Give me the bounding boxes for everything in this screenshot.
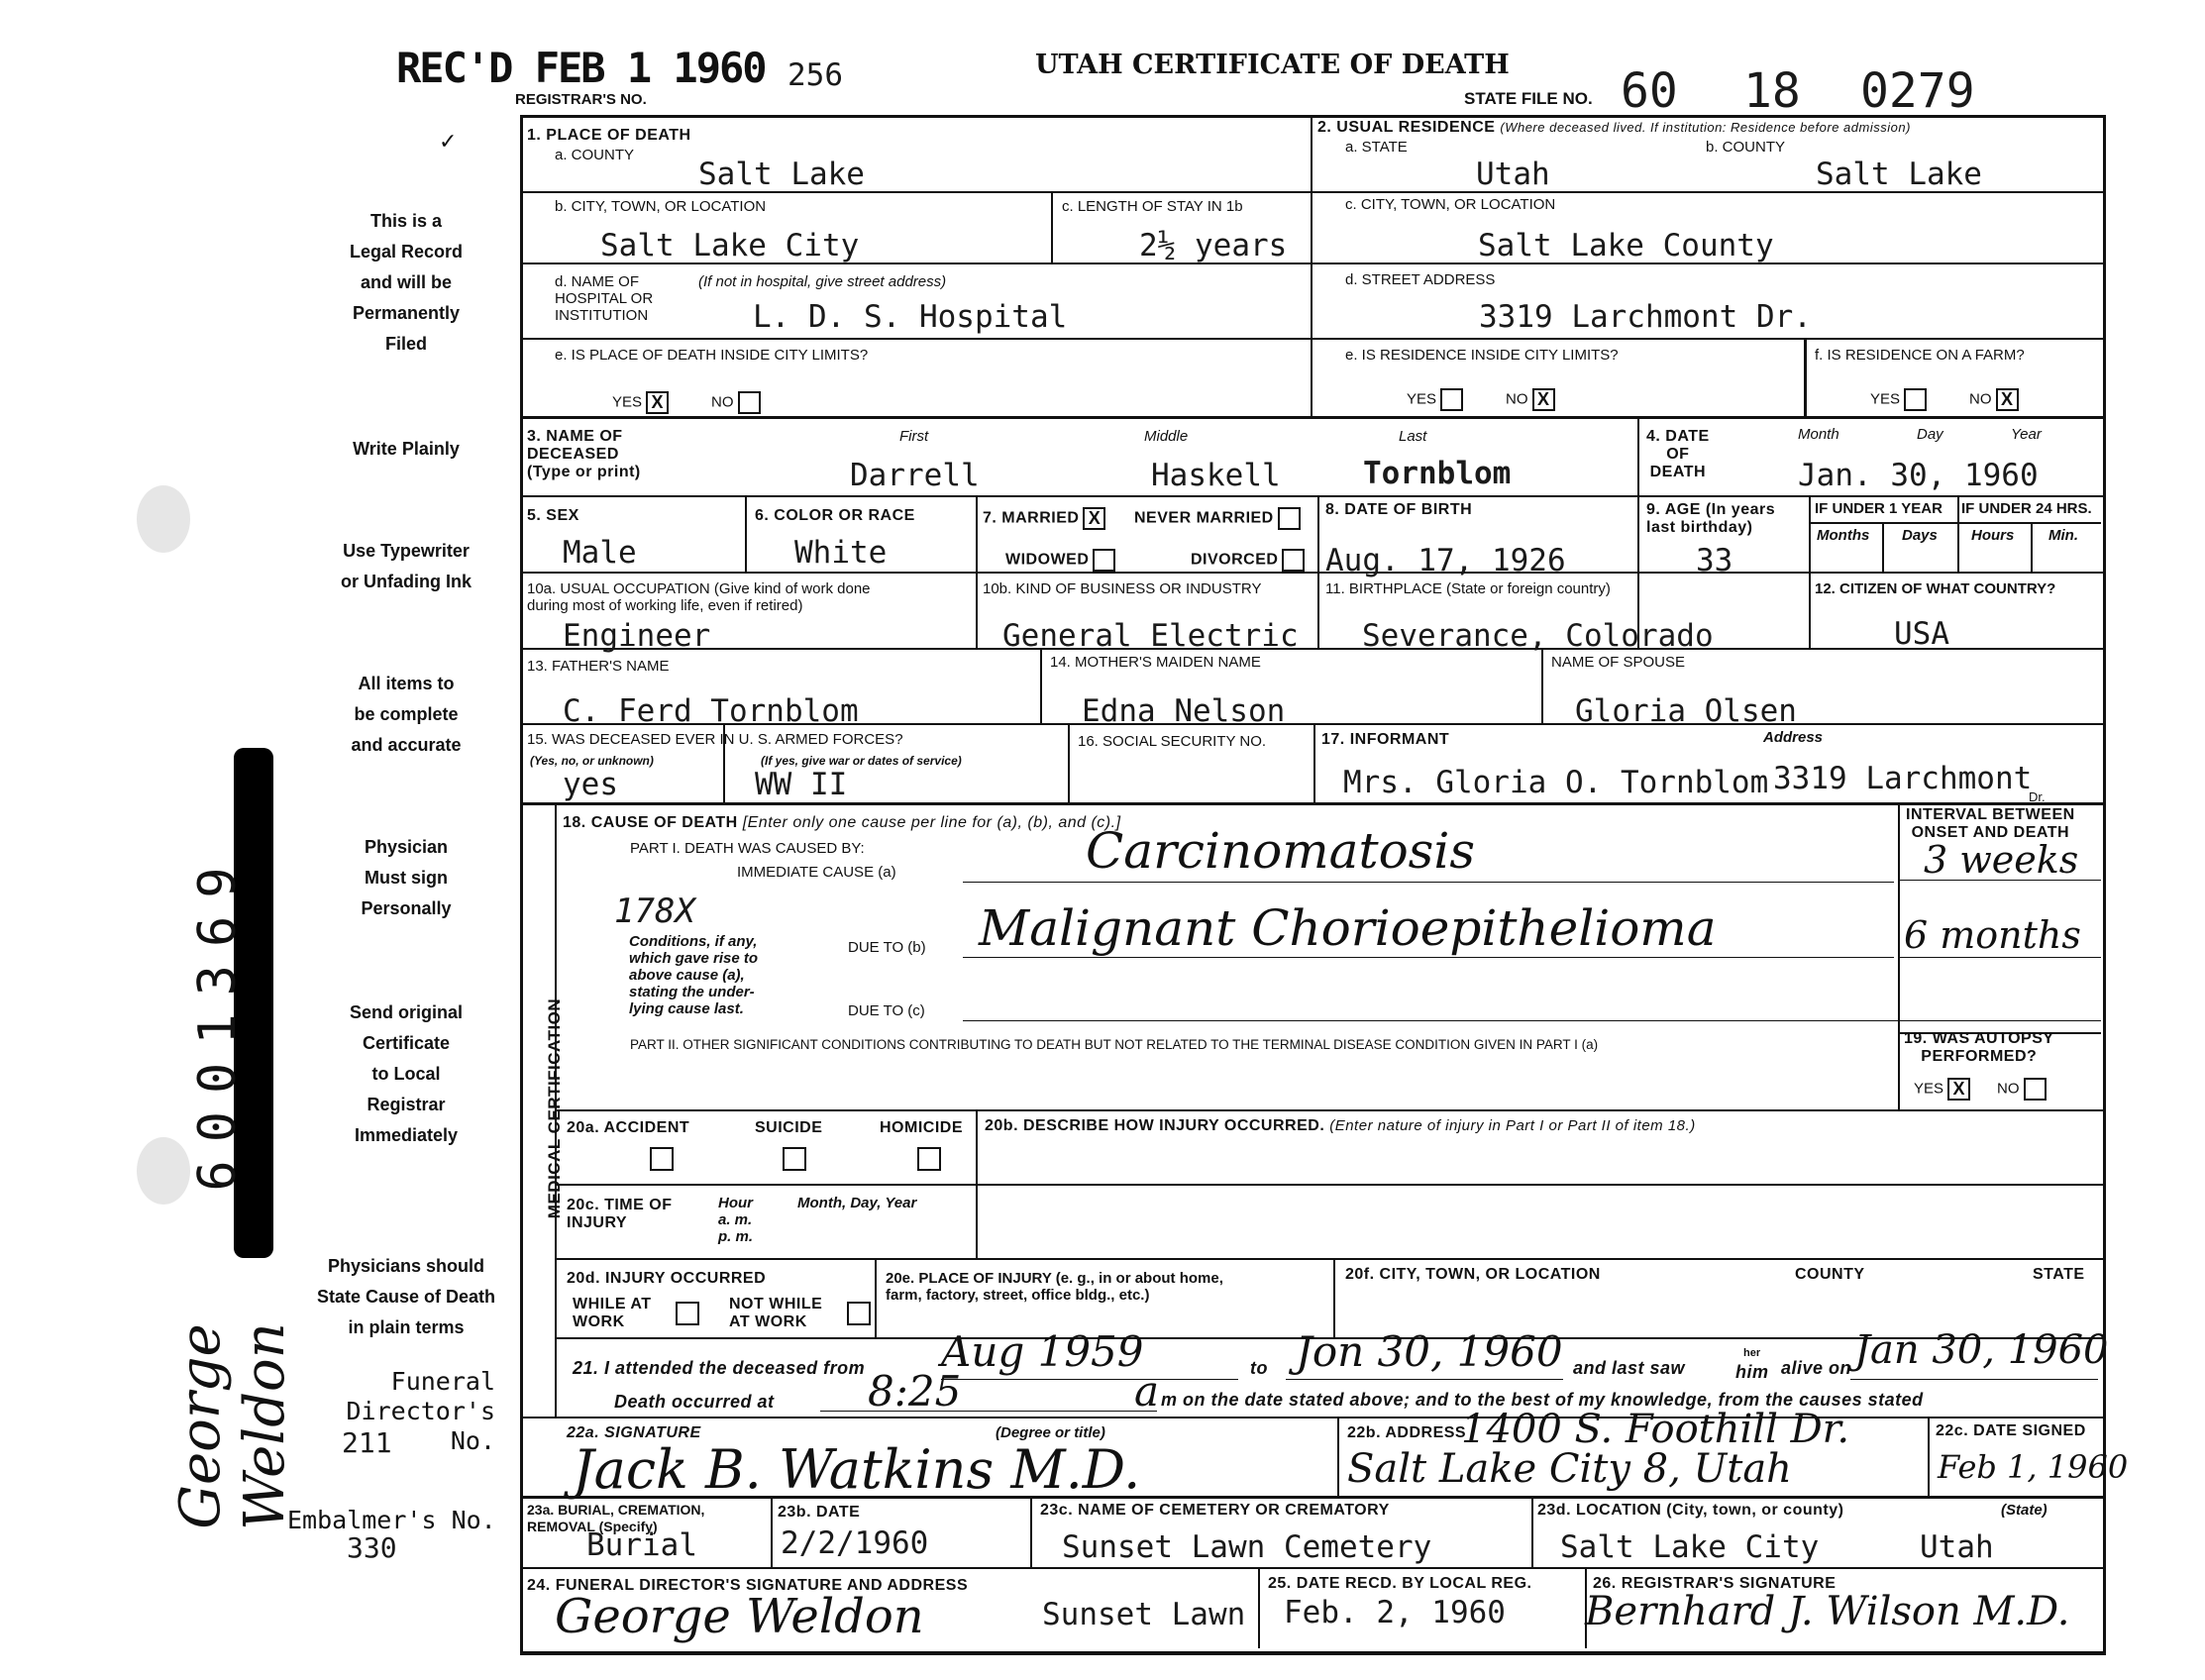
death-occurred-label: Death occurred at	[614, 1392, 775, 1412]
title-main: CERTIFICATE OF DEATH	[1132, 50, 1510, 80]
divorced-box	[1282, 549, 1305, 572]
residence-inside-yes[interactable]: YES	[1407, 388, 1463, 411]
farm-label: f. IS RESIDENCE ON A FARM?	[1815, 347, 2025, 364]
sidebar-cause: Physicians should State Cause of Death in plain terms	[316, 1256, 496, 1337]
dod-year-label: Year	[2011, 426, 2042, 443]
autopsy-no-box	[2024, 1078, 2047, 1101]
death-occurred-tail: m on the date stated above; and to the best of my knowledge, from the causes stated	[1161, 1390, 1924, 1410]
physician-address-line1: 1400 S. Foothill Dr.	[1461, 1407, 1850, 1452]
burial-location-city: Salt Lake City	[1560, 1529, 1820, 1565]
race-label: 6. COLOR OR RACE	[755, 507, 915, 524]
residence-county-label: b. COUNTY	[1706, 139, 1786, 156]
disease-code: 178X	[614, 892, 695, 931]
deceased-name-label: 3. NAME OF DECEASED (Type or print)	[527, 428, 641, 480]
death-inside-yes-box: X	[646, 391, 669, 414]
married-box: X	[1083, 507, 1105, 530]
registrar-no-label: REGISTRAR'S NO.	[515, 91, 647, 108]
spouse-name: Gloria Olsen	[1575, 693, 1797, 729]
suicide-label: SUICIDE	[755, 1119, 823, 1136]
autopsy-yes[interactable]: YES X	[1914, 1078, 1970, 1101]
armed-sub-war: (If yes, give war or dates of service)	[761, 754, 962, 768]
date-of-birth: Aug. 17, 1926	[1325, 543, 1566, 578]
farm-no-box: X	[1996, 388, 2019, 411]
under-24-hrs-label: IF UNDER 24 HRS.	[1961, 500, 2092, 517]
first-name-label: First	[899, 428, 929, 445]
citizen: USA	[1894, 616, 1949, 652]
sex: Male	[563, 535, 637, 571]
death-inside-limits-label: e. IS PLACE OF DEATH INSIDE CITY LIMITS?	[555, 347, 869, 364]
informant-name: Mrs. Gloria O. Tornblom	[1343, 765, 1769, 800]
never-married-box	[1278, 507, 1301, 530]
suicide-box[interactable]	[783, 1147, 806, 1171]
physician-address-line2: Salt Lake City 8, Utah	[1347, 1446, 1792, 1492]
funeral-director-signature-label: 24. FUNERAL DIRECTOR'S SIGNATURE AND ADDRESS	[527, 1577, 969, 1594]
residence-city: Salt Lake County	[1478, 228, 1774, 263]
immediate-cause-label: IMMEDIATE CAUSE (a)	[737, 864, 896, 881]
burial-location-state: Utah	[1920, 1529, 1994, 1565]
age-label: 9. AGE (In years last birthday)	[1646, 501, 1776, 536]
due-to-c-label: DUE TO (c)	[848, 1002, 925, 1019]
last-name: Tornblom	[1363, 456, 1512, 491]
interval-a: 3 weeks	[1924, 838, 2079, 882]
autopsy-no[interactable]: NO	[1997, 1078, 2047, 1101]
death-county-label: a. COUNTY	[555, 147, 635, 163]
citizen-label: 12. CITIZEN OF WHAT COUNTRY?	[1815, 580, 2056, 597]
not-while-at-work-box[interactable]	[847, 1302, 871, 1325]
sidebar-send-original: Send original Certificate to Local Registrar Immediately	[349, 1002, 463, 1145]
dod-day-label: Day	[1917, 426, 1943, 443]
armed-forces: yes	[563, 767, 618, 802]
interval-label: INTERVAL BETWEEN ONSET AND DEATH	[1906, 806, 2075, 841]
hour-label: Hour a. m. p. m.	[718, 1195, 754, 1245]
residence-inside-no-box: X	[1532, 388, 1555, 411]
date-recd-label: 25. DATE RECD. BY LOCAL REG.	[1268, 1575, 1532, 1592]
occupation: Engineer	[563, 618, 711, 654]
birthplace-label: 11. BIRTHPLACE (State or foreign country)	[1325, 580, 1611, 597]
attended-label: 21. I attended the deceased from	[573, 1358, 866, 1378]
date-recd: Feb. 2, 1960	[1284, 1595, 1506, 1630]
time-of-injury-label: 20c. TIME OF INJURY	[567, 1197, 673, 1231]
alive-on-label: alive on	[1781, 1358, 1852, 1378]
burial-type-label: 23a. BURIAL, CREMATION, REMOVAL (Specify)	[527, 1502, 705, 1534]
informant-address: 3319 Larchmont	[1773, 761, 2033, 796]
last-name-label: Last	[1399, 428, 1427, 445]
date-signed-label: 22c. DATE SIGNED	[1936, 1422, 2086, 1439]
injury-state-label: STATE	[2033, 1266, 2085, 1283]
homicide-label: HOMICIDE	[880, 1119, 963, 1136]
accident-box[interactable]	[650, 1147, 674, 1171]
sex-label: 5. SEX	[527, 507, 579, 524]
sidebar-typewriter: Use Typewriter or Unfading Ink	[341, 541, 472, 591]
usual-residence-label: 2. USUAL RESIDENCE (Where deceased lived. If institution: Residence before admission)	[1317, 119, 1911, 136]
business: General Electric	[1002, 618, 1299, 654]
sidebar-complete: All items to be complete and accurate	[351, 674, 462, 755]
injury-how-label: 20b. DESCRIBE HOW INJURY OCCURRED. (Enter nature of injury in Part I or Part II of item 18.)	[985, 1117, 1696, 1134]
never-married-label[interactable]: NEVER MARRIED	[1134, 507, 1301, 530]
punch-hole-top	[137, 485, 190, 553]
days-label: Days	[1902, 527, 1938, 544]
widowed-label[interactable]: WIDOWED	[1005, 549, 1115, 572]
registrar-no: 256	[788, 57, 843, 93]
burial-location-label: 23d. LOCATION (City, town, or county)	[1537, 1502, 1844, 1519]
state-file-label: STATE FILE NO.	[1464, 89, 1593, 108]
farm-no[interactable]: NO X	[1969, 388, 2019, 411]
street-address-label: d. STREET ADDRESS	[1345, 271, 1496, 288]
months-label: Months	[1817, 527, 1870, 544]
residence-inside-limits-label: e. IS RESIDENCE INSIDE CITY LIMITS?	[1345, 347, 1619, 364]
embalmer-no: 330	[347, 1531, 397, 1564]
residence-state-label: a. STATE	[1345, 139, 1408, 156]
last-saw-label: and last saw	[1573, 1358, 1686, 1378]
accident-label: 20a. ACCIDENT	[567, 1119, 690, 1136]
married-label[interactable]: 7. MARRIED X	[983, 507, 1105, 530]
dod-month-label: Month	[1798, 426, 1839, 443]
residence-county: Salt Lake	[1816, 157, 1982, 192]
min-label: Min.	[2048, 527, 2078, 544]
cemetery-label: 23c. NAME OF CEMETERY OR CREMATORY	[1040, 1502, 1390, 1519]
hospital-label: d. NAME OF HOSPITAL OR INSTITUTION	[555, 273, 654, 324]
death-time: 8:25	[868, 1367, 962, 1416]
death-inside-yes[interactable]: YES X	[612, 391, 669, 414]
registrar-signature: Bernhard J. Wilson M.D.	[1585, 1589, 2070, 1634]
business-label: 10b. KIND OF BUSINESS OR INDUSTRY	[983, 580, 1262, 597]
birthplace: Severance, Colorado	[1362, 618, 1714, 654]
signature-label: 22a. SIGNATURE	[567, 1424, 701, 1441]
funeral-director-no: 211	[342, 1426, 392, 1459]
middle-name: Haskell	[1151, 458, 1281, 493]
part1-label: PART I. DEATH WAS CAUSED BY:	[630, 840, 865, 857]
cemetery-name: Sunset Lawn Cemetery	[1062, 1529, 1432, 1565]
attended-to: Jon 30, 1960	[1296, 1327, 1563, 1376]
residence-city-label: c. CITY, TOWN, OR LOCATION	[1345, 196, 1556, 213]
informant-address-label: Address	[1763, 729, 1824, 746]
armed-forces-label: 15. WAS DECEASED EVER IN U. S. ARMED FORCES?	[527, 731, 903, 748]
farm-yes[interactable]: YES	[1870, 388, 1927, 411]
funeral-director-signature: George Weldon	[555, 1589, 924, 1644]
residence-inside-yes-box	[1440, 388, 1463, 411]
physician-address-label: 22b. ADDRESS	[1347, 1424, 1467, 1441]
date-of-death: Jan. 30, 1960	[1798, 458, 2039, 493]
informant-label: 17. INFORMANT	[1321, 731, 1450, 748]
informant-address-suffix: Dr.	[2029, 789, 2046, 804]
farm-yes-box	[1904, 388, 1927, 411]
street-address: 3319 Larchmont Dr.	[1479, 299, 1812, 335]
alive-on-date: Jan 30, 1960	[1854, 1327, 2109, 1373]
homicide-box[interactable]	[917, 1147, 941, 1171]
state-file-a: 60	[1621, 63, 1678, 119]
date-signed: Feb 1, 1960	[1938, 1448, 2129, 1486]
him-label: him	[1735, 1362, 1769, 1382]
under-1-year-label: IF UNDER 1 YEAR	[1815, 500, 1942, 517]
state-file-b: 18	[1743, 63, 1801, 119]
age: 33	[1696, 543, 1733, 578]
certificate-title	[1035, 50, 1510, 80]
due-to-b-label: DUE TO (b)	[848, 939, 926, 956]
ssn-label: 16. SOCIAL SECURITY NO.	[1078, 733, 1267, 750]
vertical-signature: George Weldon	[168, 1322, 297, 1530]
divorced-label[interactable]: DIVORCED	[1191, 549, 1305, 572]
due-to-b: Malignant Chorioepithelioma	[979, 899, 1717, 957]
hours-label: Hours	[1971, 527, 2015, 544]
mother-label: 14. MOTHER'S MAIDEN NAME	[1050, 654, 1261, 671]
father-label: 13. FATHER'S NAME	[527, 658, 670, 675]
burial-state-label: (State)	[2001, 1502, 2048, 1519]
while-at-work-box[interactable]	[676, 1302, 699, 1325]
race: White	[794, 535, 888, 571]
registrar-signature-label: 26. REGISTRAR'S SIGNATURE	[1593, 1575, 1837, 1592]
hospital-name: L. D. S. Hospital	[753, 299, 1068, 335]
spouse-label: NAME OF SPOUSE	[1551, 654, 1686, 671]
death-inside-no-box	[738, 391, 761, 414]
to-label: to	[1250, 1358, 1268, 1378]
hospital-note: (If not in hospital, give street address)	[698, 273, 947, 290]
injury-city-label: 20f. CITY, TOWN, OR LOCATION	[1345, 1266, 1601, 1283]
autopsy-label: 19. WAS AUTOPSY PERFORMED?	[1904, 1030, 2054, 1065]
physician-signature: Jack B. Watkins M.D.	[573, 1438, 1141, 1501]
war-service: WW II	[755, 767, 848, 802]
interval-b: 6 months	[1904, 913, 2081, 957]
death-city: Salt Lake City	[600, 228, 860, 263]
death-ampm: a	[1134, 1367, 1160, 1416]
injury-occurred-label: 20d. INJURY OCCURRED	[567, 1270, 767, 1287]
embalmer-label: Embalmer's No.	[287, 1506, 496, 1534]
middle-name-label: Middle	[1144, 428, 1189, 445]
immediate-cause: Carcinomatosis	[1086, 822, 1475, 880]
check-mark: ✓	[439, 129, 458, 154]
funeral-address: Sunset Lawn	[1042, 1597, 1246, 1632]
degree-label: (Degree or title)	[996, 1424, 1105, 1441]
place-of-injury-label: 20e. PLACE OF INJURY (e. g., in or about home, farm, factory, street, office bldg., etc.)	[886, 1270, 1223, 1304]
autopsy-yes-box: X	[1947, 1078, 1970, 1101]
not-while-at-work-label: NOT WHILE AT WORK	[729, 1296, 823, 1330]
attended-from: Aug 1959	[941, 1327, 1144, 1376]
received-stamp: REC'D FEB 1 1960	[396, 44, 766, 92]
sidebar-legal-record: This is a Legal Record and will be Permanently Filed	[349, 211, 464, 354]
length-of-stay-label: c. LENGTH OF STAY IN 1b	[1062, 198, 1243, 215]
medical-certification-side-label: MEDICAL CERTIFICATION	[545, 998, 564, 1219]
sidebar-write-plainly: Write Plainly	[353, 439, 460, 459]
place-of-death-label: 1. PLACE OF DEATH	[527, 127, 691, 144]
residence-state: Utah	[1476, 157, 1550, 192]
mother-name: Edna Nelson	[1082, 693, 1286, 729]
month-day-year-label: Month, Day, Year	[797, 1195, 917, 1211]
dob-label: 8. DATE OF BIRTH	[1325, 501, 1473, 518]
funeral-director-label: Funeral Director's No.	[346, 1367, 495, 1455]
death-inside-no[interactable]: NO	[711, 391, 761, 414]
burial-date: 2/2/1960	[781, 1525, 929, 1561]
vertical-stamp-number: 6001369	[188, 849, 248, 1192]
injury-county-label: COUNTY	[1795, 1266, 1865, 1283]
length-of-stay: 2½ years	[1139, 228, 1288, 263]
father-name: C. Ferd Tornblom	[563, 693, 859, 729]
burial-date-label: 23b. DATE	[778, 1504, 861, 1521]
cause-of-death-label: 18. CAUSE OF DEATH [Enter only one cause per line for (a), (b), and (c).]	[563, 814, 1121, 831]
death-county: Salt Lake	[698, 157, 865, 192]
occupation-label: 10a. USUAL OCCUPATION (Give kind of work done during most of working life, even if retired)	[527, 580, 871, 614]
her-label: her	[1743, 1347, 1761, 1359]
armed-sub-yes-no: (Yes, no, or unknown)	[530, 754, 654, 768]
while-at-work-label: WHILE AT WORK	[573, 1296, 652, 1330]
conditions-label: Conditions, if any, which gave rise to above cause (a), stating the under- lying cause last.	[629, 933, 759, 1017]
title-state: UTAH	[1035, 50, 1123, 80]
date-of-death-label: 4. DATE OF DEATH	[1646, 428, 1710, 480]
part2-label: PART II. OTHER SIGNIFICANT CONDITIONS CONTRIBUTING TO DEATH BUT NOT RELATED TO THE TERMINAL DISEASE CONDITION GIVEN IN PART I (a)	[630, 1037, 1599, 1052]
state-file-c: 0279	[1860, 63, 1975, 119]
punch-hole-bottom	[137, 1137, 190, 1205]
first-name: Darrell	[850, 458, 980, 493]
residence-inside-no[interactable]: NO X	[1506, 388, 1555, 411]
burial-type: Burial	[586, 1527, 697, 1563]
sidebar-physician: Physician Must sign Personally	[361, 837, 452, 918]
death-city-label: b. CITY, TOWN, OR LOCATION	[555, 198, 767, 215]
widowed-box	[1093, 549, 1115, 572]
